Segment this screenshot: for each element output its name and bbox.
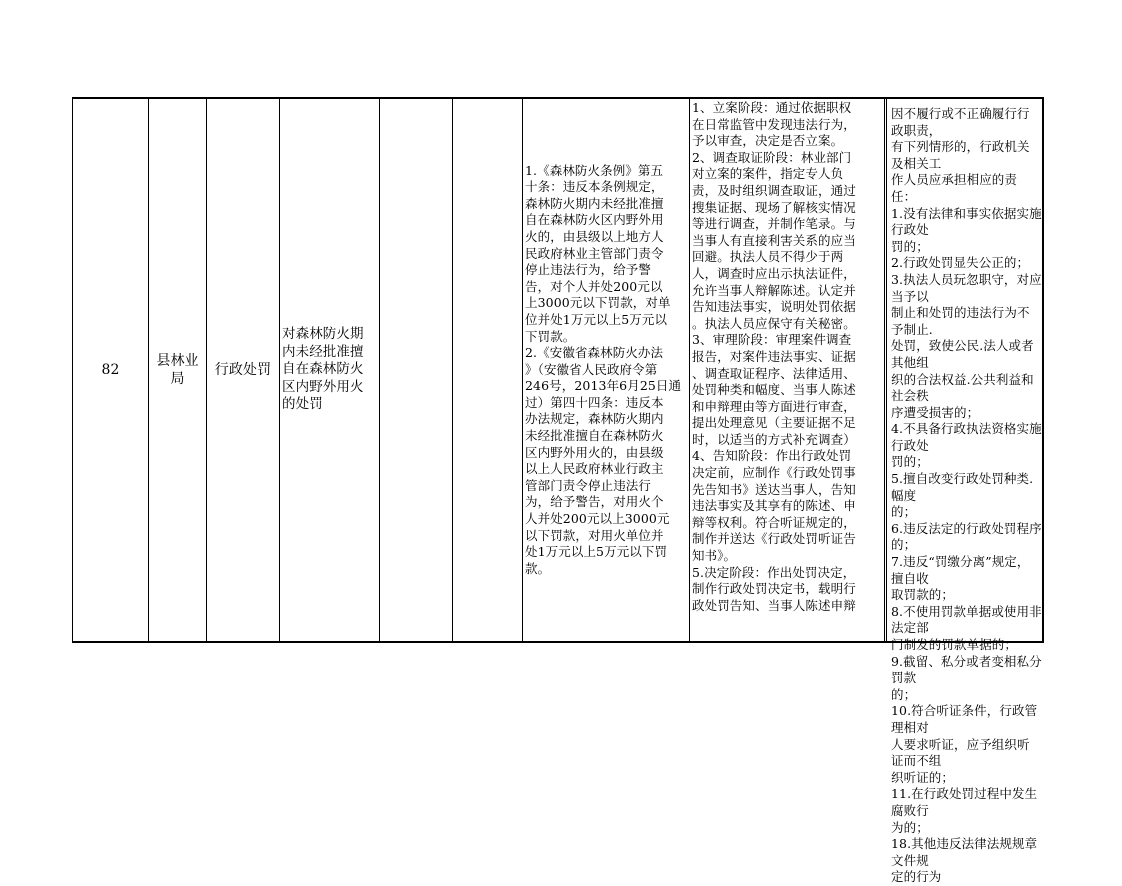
department-name: 县林业 局 [156,353,199,387]
cell-number [73,99,149,641]
item-name: 对森林防火期 内未经批准擅 自在森林防火 区内野外用火 的处罚 [282,326,364,413]
procedure-text: 1、立案阶段：通过依据职权 在日常监管中发现违法行为， 予以审查，决定是否立案。 2、调查取证阶段：林业部门 对立案的案件，指定专人负 责，及时组织调查取证，通过 搜集证据、现场了解核实情况 等进行调查，并制作笔录。与 当事人有直接利害关系的应当 回避。执法人员不得少于两 人，调查时应出示执法证件， 允许当事人辩解陈述。认定并 告知违法事实，说明处罚依据 。执法人员应保守有关秘密。 3、审理阶段：审理案件调查 报告，对案件违法事实、证据 、调查取证程序、法律适用、 处罚种类和幅度、当事人陈述 和申辩理由等方面进行审查， 提出处理意见（主要证据不足 时，以适当的方式补充调查） 4、告知阶段：作出行政处罚 决定前，应制作《行政处罚事 先告知书》送达当事人，告知 违法事实及其享有的陈述、申 辩等权利。符合听证规定的， 制作并送达《行政处罚听证告 知书》。 5.决定阶段：作出处罚决定， 制作行政处罚决定书，载明行 政处罚告知、当事人陈述申辩 [692,100,856,613]
legal-basis: 1.《森林防火条例》第五 十条：违反本条例规定， 森林防火期内未经批准擅 自在森林防火区内野外用 火的，由县级以上地方人 民政府林业主管部门责令 停止违法行为，给予警 告，对个人并处200元以 上3000元以下罚款，对单 位并处1万元以上5万元以 下罚款。 2.《安徽省森林防火办法 》（安徽省人民政府令第 246号，2013年6月25日通 过）第四十四条：违反本 办法规定，森林防火期内 未经批准擅自在森林防火 区内野外用火的，由县级 以上人民政府林业行政主 管部门责令停止违法行 为，给予警告，对用火个 人并处200元以上3000元 以下罚款，对用火单位并 处1万元以上5万元以下罚 款。 [525,162,682,576]
cell-empty [453,99,523,641]
cell-procedure [690,99,887,641]
cell-liability [887,99,1042,885]
cell-sub-item [380,99,453,641]
cell-basis [523,99,690,641]
liability-text: 因不履行或不正确履行行政职责， 有下列情形的，行政机关及相关工 作人员应承担相应的责任： 1.没有法律和事实依据实施行政处 罚的； 2.行政处罚显失公正的； 3.执法人员玩忽职守，对应当予以 制止和处罚的违法行为不予制止. 处罚，致使公民.法人或者其他组 织的合法权益.公共利益和社会秩 序遭受损害的； 4.不具备行政执法资格实施行政处 罚的； 5.擅自改变行政处罚种类.幅度 的； 6.违反法定的行政处罚程序的； 7.违反“罚缴分离”规定，擅自收 取罚款的； 8.不使用罚款单据或使用非法定部 门制发的罚款单据的； 9.截留、私分或者变相私分罚款 的； 10.符合听证条件，行政管理相对 人要求听证，应予组织听证而不组 织听证的； 11.在行政处罚过程中发生腐败行 为的； 18.其他违反法律法规规章文件规 定的行为 [891,106,1042,885]
cell-item-name [280,99,380,641]
cell-department [149,99,207,641]
row-number: 82 [101,362,120,378]
power-category: 行政处罚 [214,362,272,378]
authority-table-row [72,97,1044,885]
cell-category [207,99,280,641]
